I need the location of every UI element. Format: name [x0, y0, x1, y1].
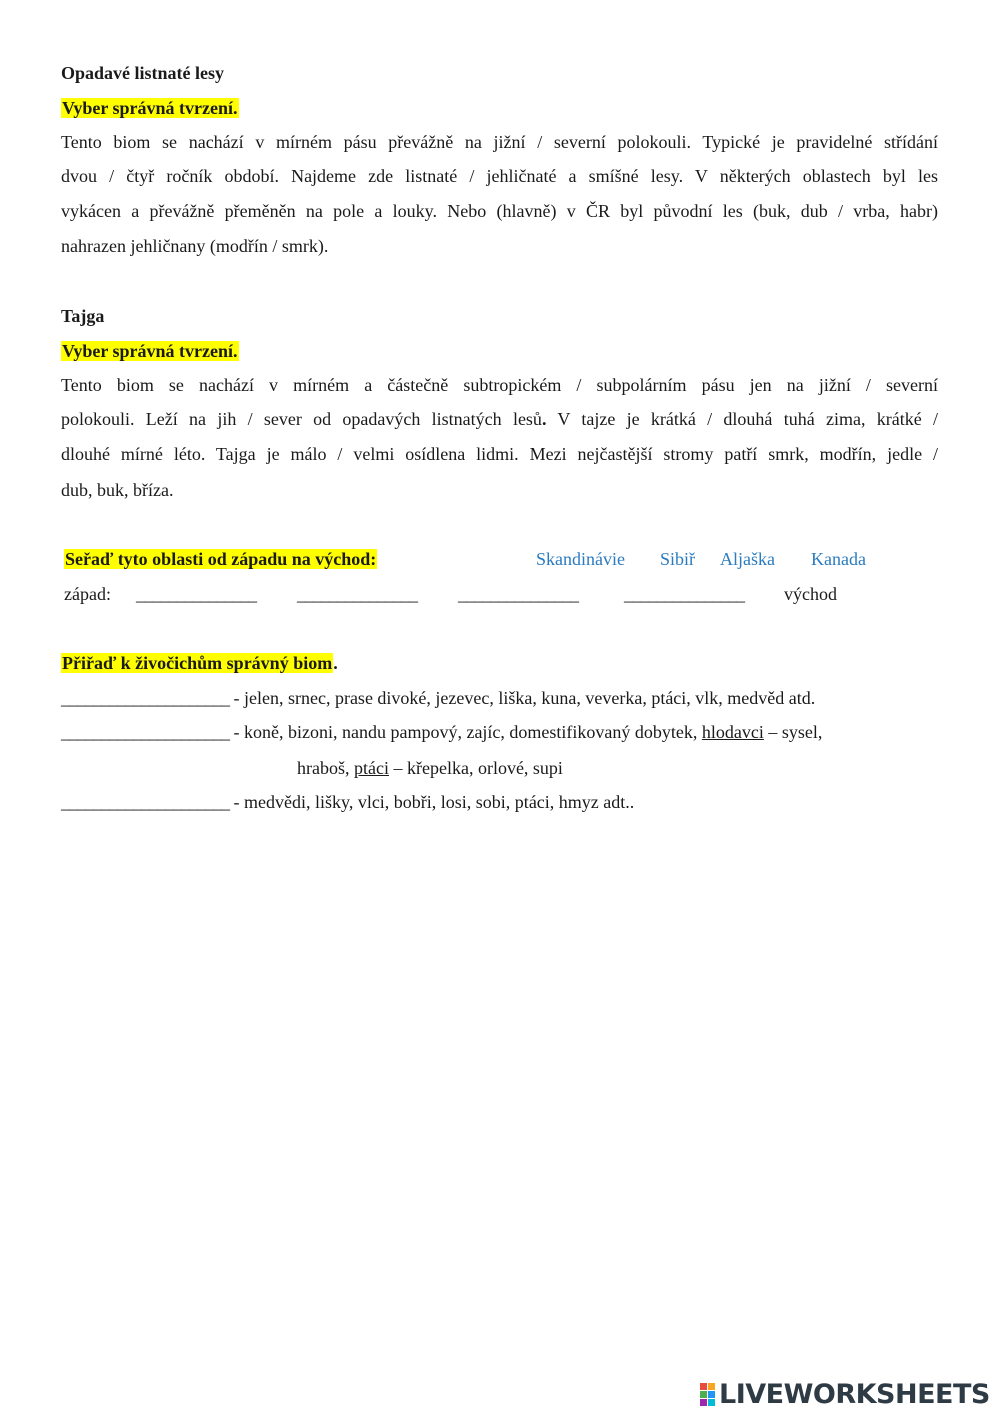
region-word-alaska[interactable]: Aljaška — [720, 549, 775, 569]
animal-list-text: - medvědi, lišky, vlci, bobři, losi, sobi, ptáci, hmyz adt.. — [229, 792, 635, 812]
animal-row-1 — [61, 687, 815, 709]
paragraph-line — [61, 408, 938, 430]
animal-list-text: - koně, bizoni, nandu pampový, zajíc, domestifikovaný dobytek, — [229, 722, 702, 742]
animal-row-2-continued — [297, 757, 563, 779]
instruction-highlight: Vyber správná tvrzení. — [62, 341, 238, 361]
paragraph-line: dvou / čtyř ročník období. Najdeme zde listnaté / jehličnaté a smíšné lesy. V některých oblastech byl les — [61, 166, 938, 186]
paragraph-line: dlouhé mírné léto. Tajga je málo / velmi osídlena lidmi. Mezi nejčastější stromy patří smrk, modřín, jedle / — [61, 444, 938, 464]
paragraph-segment: polokouli. Leží na jih / sever od opadavých listnatých lesů — [61, 409, 542, 429]
region-word-siberia[interactable]: Sibiř — [660, 549, 696, 569]
section-title-deciduous-forests: Opadavé listnaté lesy — [61, 63, 225, 83]
instruction-highlight: Seřaď tyto oblasti od západu na východ: — [65, 549, 377, 569]
instruction-highlight: Vyber správná tvrzení. — [62, 98, 238, 118]
animal-list-text: - jelen, srnec, prase divoké, jezevec, liška, kuna, veverka, ptáci, vlk, medvěd atd. — [229, 688, 816, 708]
logo-square — [700, 1391, 707, 1398]
instruction-period: . — [333, 653, 338, 673]
logo-text: LIVEWORKSHEETS — [719, 1378, 990, 1410]
liveworksheets-logo — [700, 1379, 990, 1409]
logo-square — [708, 1391, 715, 1398]
instruction-choose-statements-1 — [61, 97, 239, 119]
bold-period: . — [541, 409, 547, 429]
biome-blank-1[interactable]: _____________________ — [61, 688, 229, 708]
paragraph-line: dub, buk, bříza. — [61, 480, 174, 500]
logo-square — [700, 1383, 707, 1390]
logo-square — [708, 1383, 715, 1390]
biome-blank-3[interactable]: _____________________ — [61, 792, 229, 812]
paragraph-segment: V tajze je krátká / dlouhá tuhá zima, krátké / — [557, 409, 938, 429]
animal-list-text: hraboš, — [297, 758, 354, 778]
logo-icon — [700, 1383, 715, 1406]
section-title-taiga: Tajga — [61, 306, 105, 326]
logo-square — [708, 1399, 715, 1406]
underlined-word-rodents: hlodavci — [701, 722, 764, 742]
instruction-order-regions — [64, 548, 377, 570]
logo-square — [700, 1399, 707, 1406]
order-blank-4[interactable]: _______________ — [624, 584, 744, 604]
region-word-canada[interactable]: Kanada — [811, 549, 866, 569]
instruction-choose-statements-2 — [61, 340, 239, 362]
paragraph-line: vykácen a převážně přeměněn na pole a louky. Nebo (hlavně) v ČR byl původní les (buk, dub / vrba, habr) — [61, 201, 938, 221]
order-blank-1[interactable]: _______________ — [136, 584, 256, 604]
paragraph-line: nahrazen jehličnany (modřín / smrk). — [61, 236, 329, 256]
region-word-scandinavia[interactable]: Skandinávie — [536, 549, 625, 569]
east-label: východ — [784, 584, 837, 604]
order-blank-3[interactable]: _______________ — [458, 584, 578, 604]
order-blank-2[interactable]: _______________ — [297, 584, 417, 604]
west-label: západ: — [64, 584, 111, 604]
paragraph-line: Tento biom se nachází v mírném a částečně subtropickém / subpolárním pásu jen na jižní / severní — [61, 375, 938, 395]
animal-list-text: – sysel, — [763, 722, 823, 742]
instruction-highlight: Přiřaď k živočichům správný biom — [62, 653, 333, 673]
animal-row-3 — [61, 791, 634, 813]
paragraph-line: Tento biom se nachází v mírném pásu převážně na jižní / severní polokouli. Typické je pravidelné střídání — [61, 132, 938, 152]
instruction-assign-biome — [61, 652, 338, 674]
biome-blank-2[interactable]: _____________________ — [61, 722, 229, 742]
animal-row-2 — [61, 721, 822, 743]
underlined-word-birds: ptáci — [354, 758, 389, 778]
animal-list-text: – křepelka, orlové, supi — [388, 758, 563, 778]
